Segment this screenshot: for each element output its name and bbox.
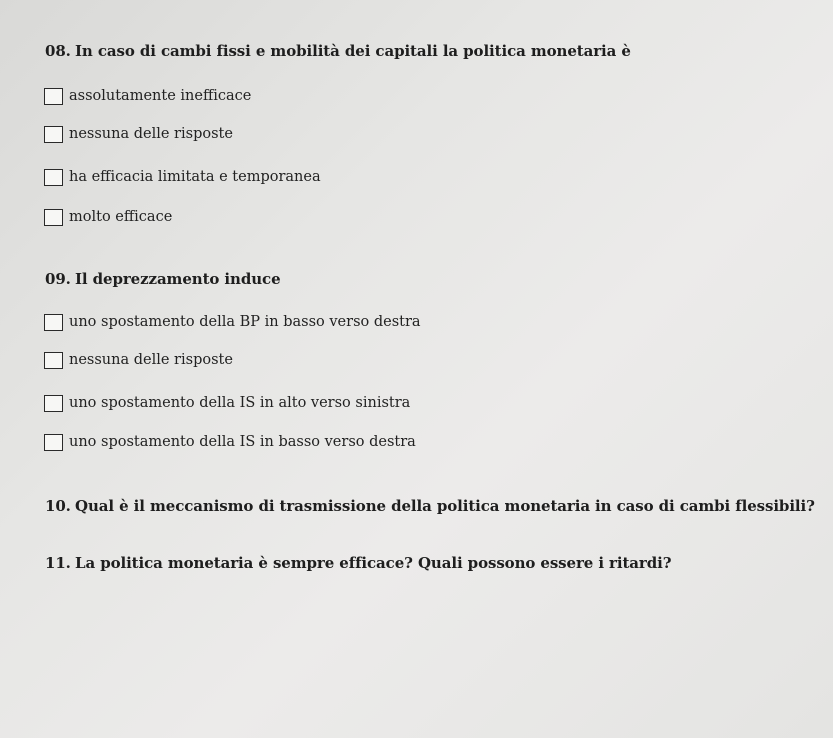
option-label: molto efficace	[69, 209, 173, 225]
option-08-c[interactable]	[44, 166, 321, 188]
option-label: nessuna delle risposte	[69, 352, 233, 368]
option-label: uno spostamento della BP in basso verso destra	[69, 314, 421, 330]
question-08	[45, 42, 631, 60]
question-number: 11.	[45, 554, 71, 572]
question-11	[45, 554, 671, 572]
option-09-b[interactable]	[44, 349, 233, 371]
checkbox[interactable]	[44, 209, 63, 226]
question-10	[45, 497, 815, 515]
option-label: nessuna delle risposte	[69, 126, 233, 142]
checkbox[interactable]	[44, 434, 63, 451]
question-text: Il deprezzamento induce	[75, 270, 281, 288]
option-label: ha efficacia limitata e temporanea	[69, 169, 321, 185]
option-09-a[interactable]	[44, 311, 421, 333]
option-08-a[interactable]	[44, 85, 251, 107]
checkbox[interactable]	[44, 126, 63, 143]
question-text: Qual è il meccanismo di trasmissione della politica monetaria in caso di cambi flessibili?	[75, 497, 815, 515]
option-09-d[interactable]	[44, 431, 416, 453]
checkbox[interactable]	[44, 352, 63, 369]
checkbox[interactable]	[44, 169, 63, 186]
checkbox[interactable]	[44, 395, 63, 412]
question-number: 08.	[45, 42, 71, 60]
question-text: In caso di cambi fissi e mobilità dei capitali la politica monetaria è	[75, 42, 631, 60]
option-08-d[interactable]	[44, 206, 172, 228]
question-text: La politica monetaria è sempre efficace? Quali possono essere i ritardi?	[75, 554, 672, 572]
question-number: 10.	[45, 497, 71, 515]
question-09	[45, 270, 281, 288]
option-label: uno spostamento della IS in alto verso sinistra	[69, 395, 411, 411]
option-label: assolutamente inefficace	[69, 88, 252, 104]
option-label: uno spostamento della IS in basso verso destra	[69, 434, 416, 450]
option-09-c[interactable]	[44, 392, 410, 414]
checkbox[interactable]	[44, 88, 63, 105]
question-number: 09.	[45, 270, 71, 288]
option-08-b[interactable]	[44, 123, 233, 145]
checkbox[interactable]	[44, 314, 63, 331]
